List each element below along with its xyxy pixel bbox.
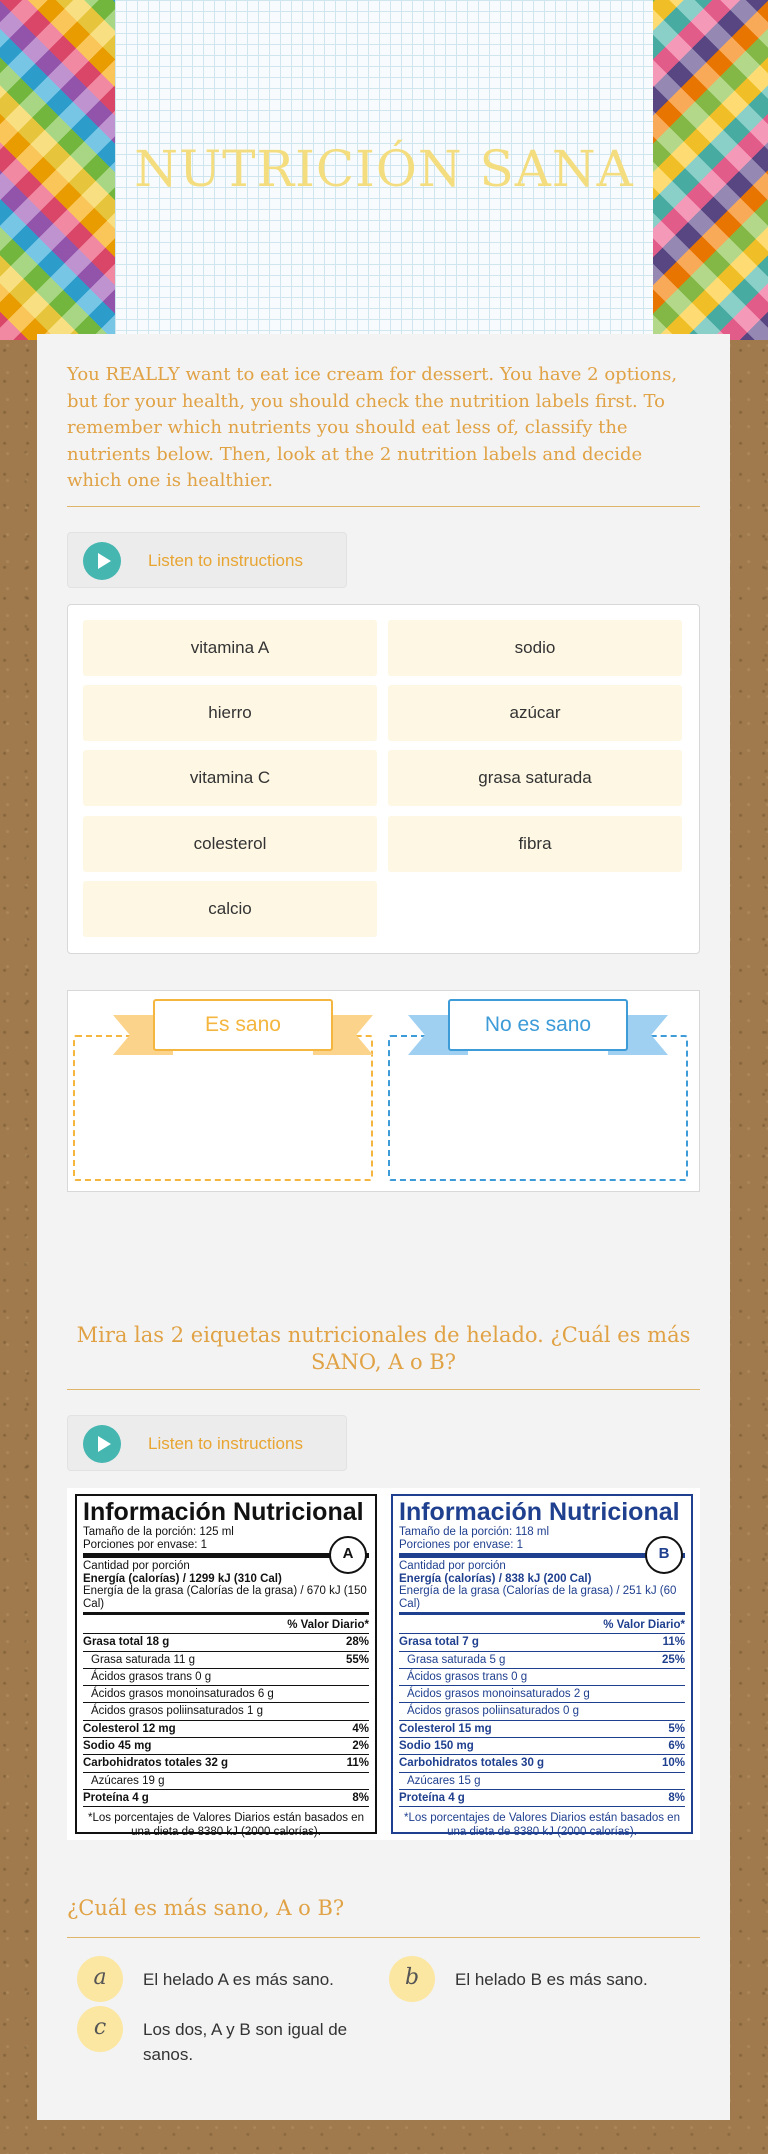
- nutrient-name: Grasa saturada 5 g: [407, 1653, 506, 1666]
- ribbon-es-sano: [113, 999, 373, 1055]
- chip-colesterol[interactable]: colesterol: [83, 816, 377, 872]
- label-a-row: [83, 1790, 369, 1807]
- divider: [67, 506, 700, 507]
- chevron-pattern-left: [0, 0, 115, 340]
- label-a-footnote: *Los porcentajes de Valores Diarios están basados en una dieta de 8380 kJ (2000 calorías).: [88, 1812, 364, 1839]
- chip-azucar[interactable]: azúcar: [388, 685, 682, 741]
- daily-value: 6%: [668, 1740, 685, 1753]
- play-icon: [83, 542, 121, 580]
- daily-value: 10%: [661, 1757, 685, 1770]
- option-b-text: El helado B es más sano.: [455, 1970, 648, 1989]
- nutrient-name: Carbohidratos totales 32 g: [83, 1757, 229, 1770]
- label-a-row: [83, 1755, 369, 1772]
- chip-sodio[interactable]: sodio: [388, 620, 682, 676]
- nutrient-name: Ácidos grasos poliinsaturados 0 g: [407, 1705, 579, 1718]
- label-b-row: [399, 1738, 685, 1755]
- chip-vitamina-c[interactable]: vitamina C: [83, 750, 377, 806]
- label-a-row: [83, 1686, 369, 1703]
- nutrient-name: Ácidos grasos trans 0 g: [407, 1670, 528, 1683]
- listen-instructions-button[interactable]: [67, 532, 347, 588]
- instructions-text: You REALLY want to eat ice cream for dessert. You have 2 options, but for your health, you should check the nutrition labels first. To remember which nutrients you should eat less of, classify the nutrients below. Then, look at the 2 nutrition labels and decide which one is healthier.: [67, 364, 678, 491]
- drag-items-panel: [67, 604, 700, 954]
- daily-value: 11%: [346, 1757, 369, 1770]
- daily-value: 55%: [345, 1653, 369, 1666]
- label-b-rows: [399, 1634, 685, 1807]
- label-a-dv-header: % Valor Diario*: [287, 1619, 369, 1631]
- chip-vitamina-a[interactable]: vitamina A: [83, 620, 377, 676]
- nutrient-name: Ácidos grasos poliinsaturados 1 g: [91, 1705, 263, 1718]
- divider: [67, 1389, 700, 1390]
- label-a-row: [83, 1703, 369, 1720]
- chip-fibra[interactable]: fibra: [388, 816, 682, 872]
- label-b-fat-energy: Energía de la grasa (Calorías de la grasa) / 251 kJ (60 Cal): [399, 1585, 677, 1610]
- label-b-row: [399, 1634, 685, 1651]
- label-b-footnote: *Los porcentajes de Valores Diarios están basados en una dieta de 8380 kJ (2000 calorías).: [404, 1812, 680, 1839]
- divider: [67, 1937, 700, 1938]
- label-b-energy: Energía (calorías) / 838 kJ (200 Cal): [399, 1572, 592, 1585]
- label-a-row: [83, 1652, 369, 1669]
- daily-value: 4%: [352, 1722, 369, 1735]
- label-b-title: Información Nutricional: [399, 1498, 680, 1526]
- listen-label: Listen to instructions: [148, 551, 303, 570]
- nutrient-name: Ácidos grasos trans 0 g: [91, 1670, 212, 1683]
- nutrient-name: Grasa total 7 g: [399, 1636, 479, 1649]
- question-2-heading: ¿Cuál es más sano, A o B?: [67, 1896, 345, 1920]
- nutrient-name: Proteína 4 g: [83, 1791, 149, 1804]
- label-b-servings: Porciones por envase: 1: [399, 1538, 524, 1551]
- label-a-energy: Energía (calorías) / 1299 kJ (310 Cal): [83, 1572, 282, 1585]
- label-b-row: [399, 1703, 685, 1720]
- label-b-badge: B: [645, 1536, 683, 1574]
- question-heading: Mira las 2 eiquetas nutricionales de helado. ¿Cuál es más SANO, A o B?: [76, 1323, 691, 1374]
- option-a-text: El helado A es más sano.: [143, 1970, 334, 1989]
- nutrient-name: Proteína 4 g: [399, 1791, 465, 1804]
- label-a-amount: Cantidad por porción: [83, 1560, 190, 1572]
- nutrient-name: Sodio 45 mg: [83, 1740, 152, 1753]
- bin-no-es-sano[interactable]: [388, 1035, 688, 1181]
- daily-value: 28%: [345, 1636, 369, 1649]
- label-b-row: [399, 1652, 685, 1669]
- label-b-dv-header: % Valor Diario*: [603, 1619, 685, 1631]
- daily-value: 8%: [352, 1791, 369, 1804]
- nutrient-name: Azúcares 15 g: [407, 1774, 481, 1787]
- ribbon-no-es-sano: [408, 999, 668, 1055]
- option-c[interactable]: [77, 2006, 367, 2076]
- bin-label-no-es-sano: No es sano: [448, 999, 628, 1051]
- nutrient-name: Grasa saturada 11 g: [91, 1653, 195, 1666]
- label-a-row: [83, 1773, 369, 1790]
- chip-calcio[interactable]: calcio: [83, 881, 377, 937]
- label-a-row: [83, 1721, 369, 1738]
- option-b[interactable]: [389, 1956, 689, 2002]
- nutrient-name: Azúcares 19 g: [91, 1774, 165, 1787]
- nutrient-name: Grasa total 18 g: [83, 1636, 170, 1649]
- daily-value: 25%: [661, 1653, 685, 1666]
- label-a-fat-energy: Energía de la grasa (Calorías de la grasa) / 670 kJ (150 Cal): [83, 1585, 367, 1610]
- nutrition-label-b: [391, 1494, 693, 1839]
- chip-grasa-saturada[interactable]: grasa saturada: [388, 750, 682, 806]
- nutrition-label-a: [75, 1494, 377, 1839]
- label-a-serving: Tamaño de la porción: 125 ml: [83, 1526, 234, 1538]
- daily-value: 8%: [668, 1791, 685, 1804]
- sort-bins-panel: [67, 990, 700, 1192]
- option-c-text: Los dos, A y B son igual de sanos.: [143, 2020, 348, 2064]
- label-a-row: [83, 1634, 369, 1651]
- nutrient-name: Sodio 150 mg: [399, 1740, 474, 1753]
- label-a-row: [83, 1738, 369, 1755]
- label-b-row: [399, 1721, 685, 1738]
- listen-instructions-button-2[interactable]: [67, 1415, 347, 1471]
- label-b-row: [399, 1755, 685, 1772]
- nutrition-labels-image: [67, 1488, 700, 1840]
- label-a-badge: A: [329, 1536, 367, 1574]
- label-a-row: [83, 1669, 369, 1686]
- worksheet-card: [37, 334, 730, 2120]
- option-b-letter: b: [389, 1956, 435, 2002]
- label-b-row: [399, 1669, 685, 1686]
- nutrient-name: Ácidos grasos monoinsaturados 6 g: [91, 1688, 274, 1701]
- nutrient-name: Carbohidratos totales 30 g: [399, 1757, 545, 1770]
- option-c-letter: c: [77, 2006, 123, 2052]
- page-title: NUTRICIÓN SANA: [134, 140, 634, 198]
- daily-value: 11%: [662, 1636, 685, 1649]
- chip-hierro[interactable]: hierro: [83, 685, 377, 741]
- label-a-title: Información Nutricional: [83, 1498, 364, 1526]
- chevron-pattern-right: [653, 0, 768, 340]
- label-b-row: [399, 1790, 685, 1807]
- daily-value: 5%: [668, 1722, 685, 1735]
- play-icon: [83, 1425, 121, 1463]
- header-banner: [0, 0, 768, 340]
- label-a-servings: Porciones por envase: 1: [83, 1538, 208, 1551]
- label-a-rows: [83, 1634, 369, 1807]
- option-a[interactable]: [77, 1956, 367, 2002]
- nutrient-name: Colesterol 12 mg: [83, 1722, 176, 1735]
- label-b-row: [399, 1773, 685, 1790]
- nutrient-name: Ácidos grasos monoinsaturados 2 g: [407, 1688, 590, 1701]
- option-a-letter: a: [77, 1956, 123, 2002]
- nutrient-name: Colesterol 15 mg: [399, 1722, 492, 1735]
- bin-label-es-sano: Es sano: [153, 999, 333, 1051]
- listen-label: Listen to instructions: [148, 1434, 303, 1453]
- bin-es-sano[interactable]: [73, 1035, 373, 1181]
- label-b-amount: Cantidad por porción: [399, 1560, 506, 1572]
- daily-value: 2%: [352, 1740, 369, 1753]
- label-b-row: [399, 1686, 685, 1703]
- label-b-serving: Tamaño de la porción: 118 ml: [399, 1526, 550, 1538]
